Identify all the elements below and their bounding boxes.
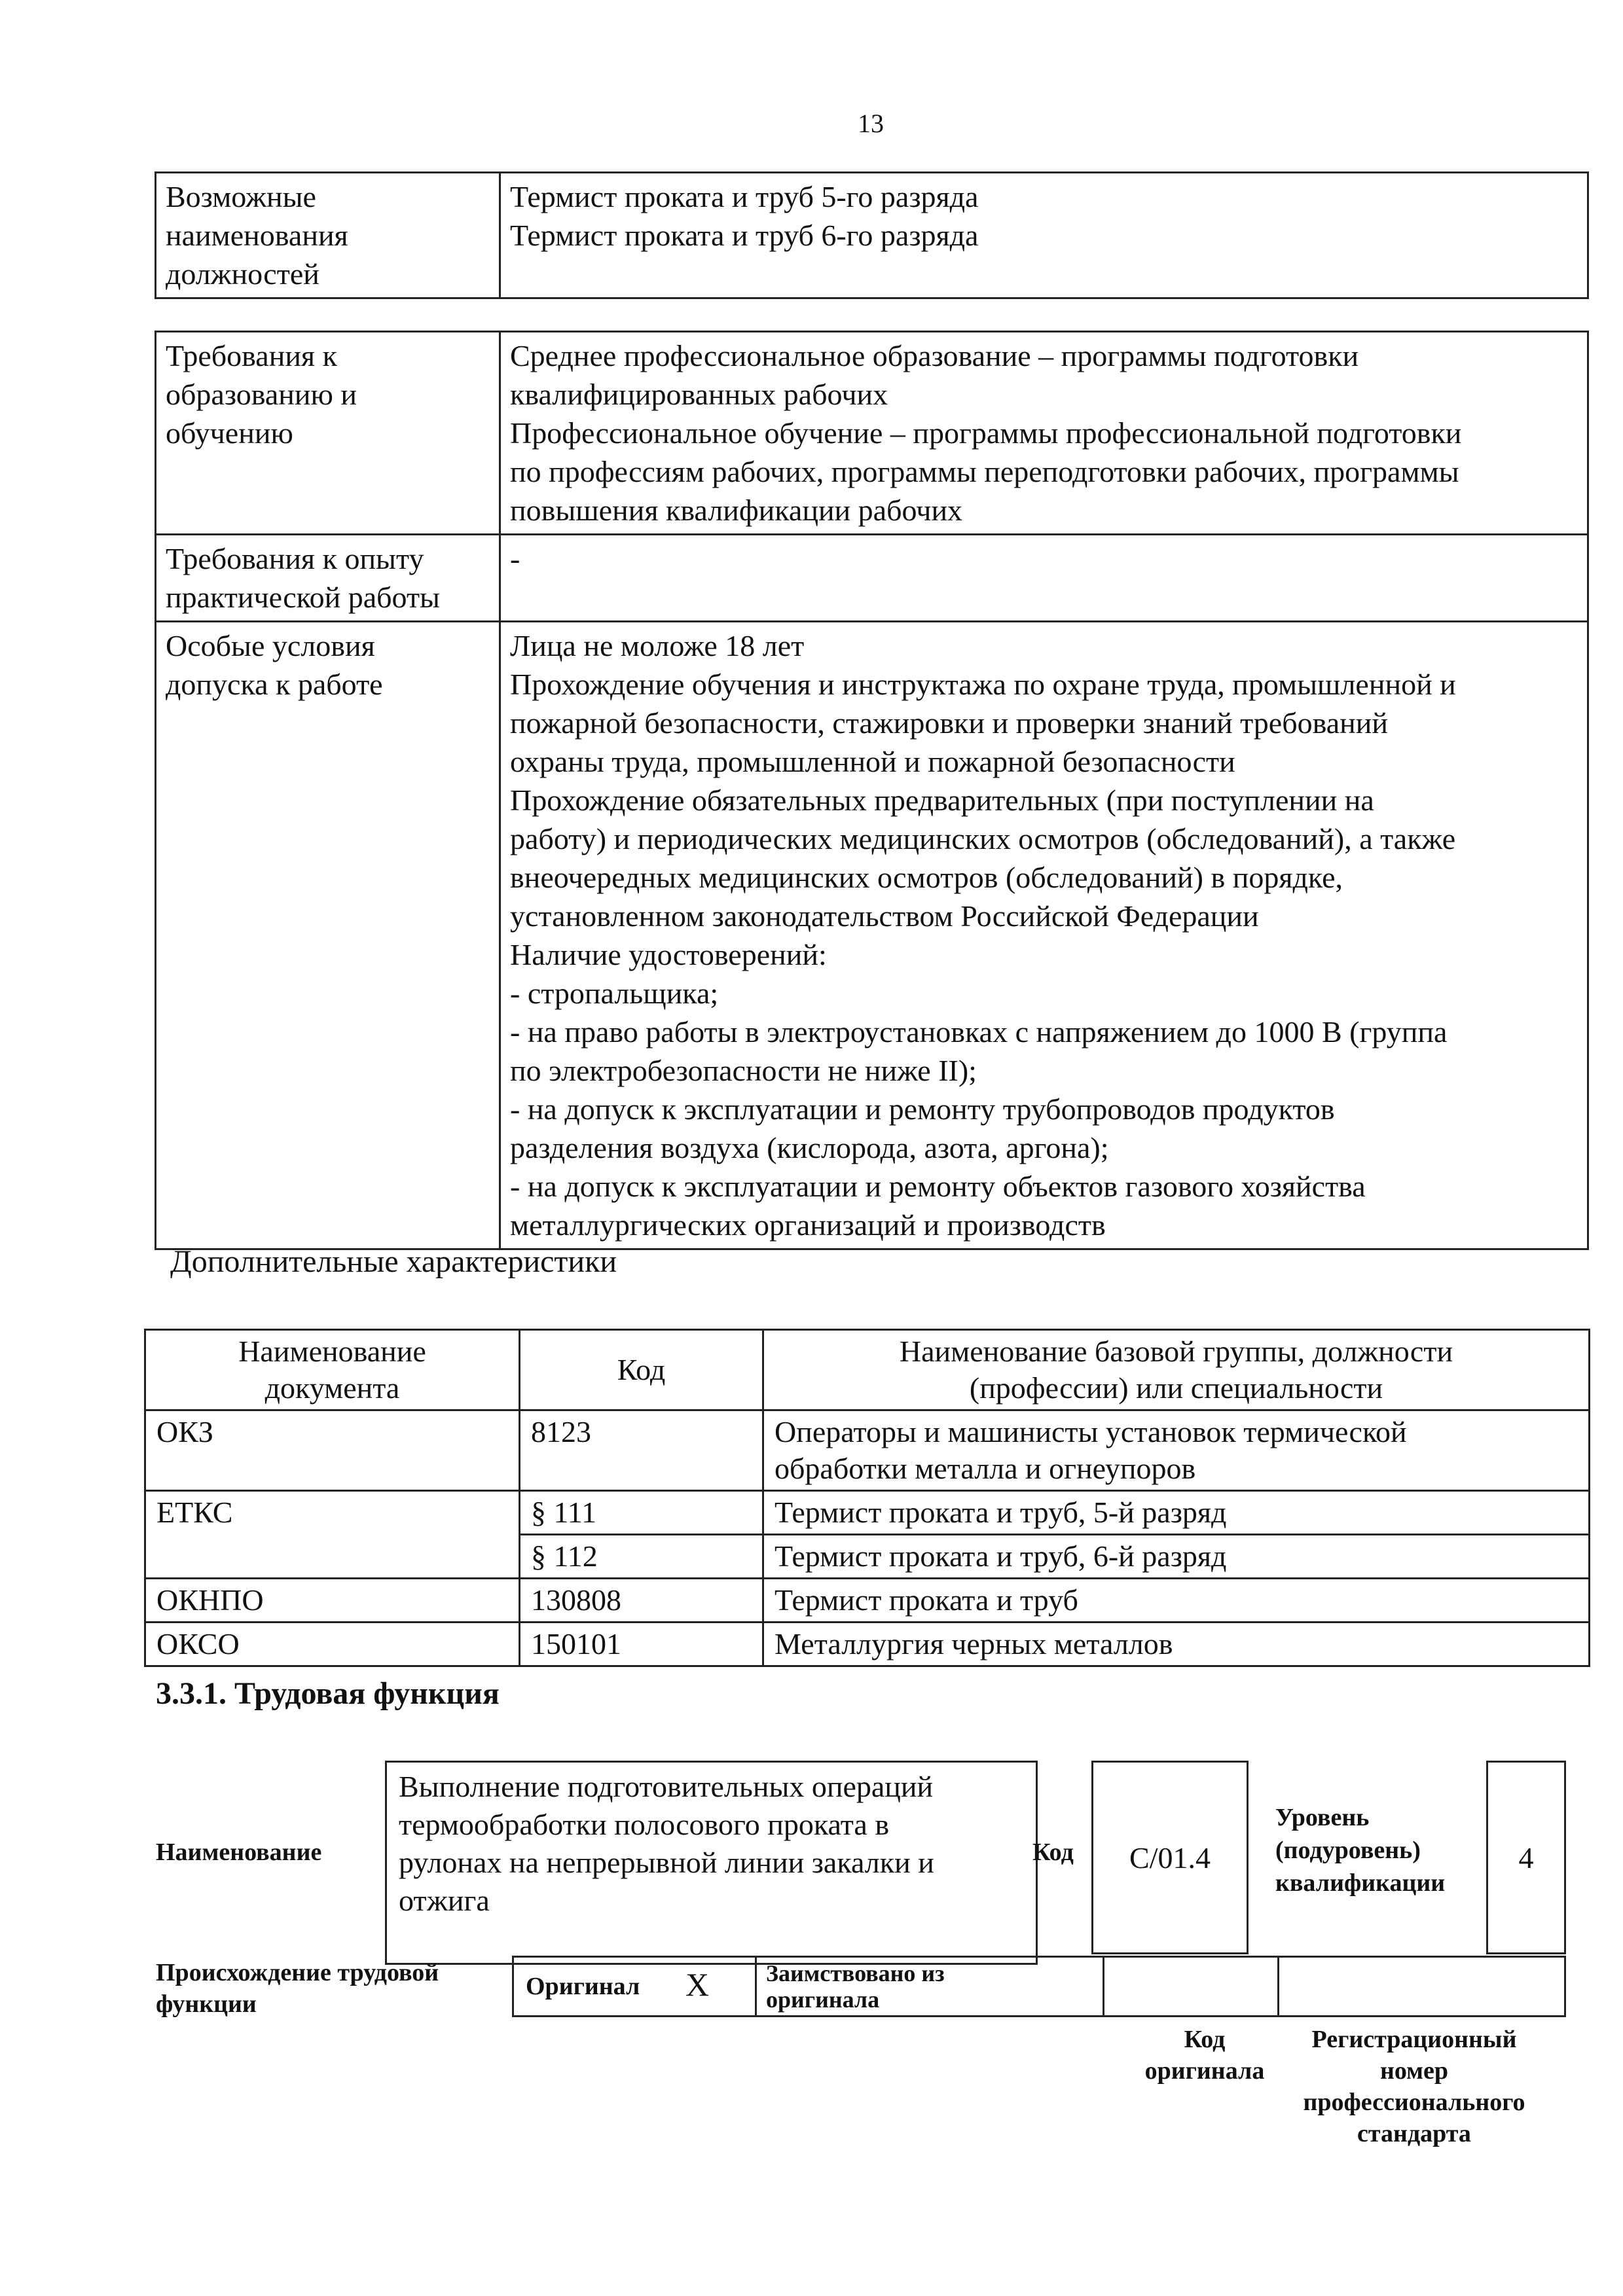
code-label: Код (1032, 1839, 1074, 1866)
requirements-table (155, 331, 1589, 1250)
requirement-row-education: Требования к образованию и обучению Среднее профессиональное образование – программы подготовки квалифицированных рабочих Профессиональное обучение – программы профессиональной подготовки по профессиям рабочих, программы переподготовки рабочих, программы повышения квалификации рабочих (156, 332, 1588, 535)
requirement-row-experience: Требования к опыту практической работы - (156, 535, 1588, 622)
origin-label: Происхождение трудовой функции (156, 1959, 439, 2018)
header-group: Наименование базовой группы, должности (профессии) или специальности (763, 1330, 1590, 1410)
code-value-box: С/01.4 (1091, 1761, 1249, 1954)
table-row: ОКСО 150101 Металлургия черных металлов (145, 1623, 1590, 1666)
table-header-row (145, 1330, 1590, 1410)
labor-function-name-box: Выполнение подготовительных операций термообработки полосового проката в рулонах на непрерывной линии закалки и отжига (385, 1761, 1038, 1965)
header-code: Код (520, 1330, 763, 1410)
additional-characteristics-title: Дополнительные характеристики (170, 1244, 617, 1279)
borrowed-cell: Заимствовано из оригинала (757, 1958, 1104, 2015)
positions-label: Возможные наименования должностей (156, 173, 500, 298)
positions-values: Термист проката и труб 5-го разряда Термист проката и труб 6-го разряда (500, 173, 1588, 298)
labor-function-heading: 3.3.1. Трудовая функция (156, 1676, 500, 1711)
positions-table (155, 171, 1589, 299)
registration-number-cell (1279, 1958, 1564, 2015)
requirement-row-special-conditions: Особые условия допуска к работе Лица не моложе 18 лет Прохождение обучения и инструктажа по охране труда, промышленной и пожарной безопасности, стажировки и проверки знаний требований охраны труда, промышленной и пожарной безопасности Прохождение обязательных предварительных (при поступлении на работу) и периодических медицинских осмотров (обследований), а также внеочередных медицинских осмотров (обследований) в порядке, установленном законодательством Российской Федерации Наличие удостоверений: - стропальщика; - на право работы в электроустановках с напряжением до 1000 В (группа по электробезопасности не ниже II); - на допуск к эксплуатации и ремонту трубопроводов продуктов разделения воздуха (кислорода, азота, аргона); - на допуск к эксплуатации и ремонту объектов газового хозяйства металлургических организаций и производств (156, 622, 1588, 1249)
table-row: § 112 Термист проката и труб, 6-й разряд (145, 1535, 1590, 1579)
table-row: ОКНПО 130808 Термист проката и труб (145, 1579, 1590, 1623)
additional-characteristics-table (144, 1329, 1590, 1667)
original-code-caption: Код оригинала (1144, 2026, 1265, 2085)
original-mark: X (685, 1966, 710, 2003)
page-number: 13 (858, 109, 884, 138)
header-doc: Наименование документа (145, 1330, 520, 1410)
original-cell: Оригинал X (514, 1958, 757, 2015)
origin-table (512, 1956, 1566, 2017)
original-code-cell (1104, 1958, 1279, 2015)
table-row: ОКЗ 8123 Операторы и машинисты установок термической обработки металла и огнеупоров (145, 1410, 1590, 1491)
registration-number-caption: Регистрационный номер профессионального стандарта (1303, 2026, 1525, 2147)
level-value-box: 4 (1486, 1761, 1566, 1954)
level-label: Уровень (подуровень) квалификации (1275, 1804, 1446, 1897)
name-label: Наименование (156, 1839, 322, 1866)
table-row: ЕТКС § 111 Термист проката и труб, 5-й разряд (145, 1491, 1590, 1535)
